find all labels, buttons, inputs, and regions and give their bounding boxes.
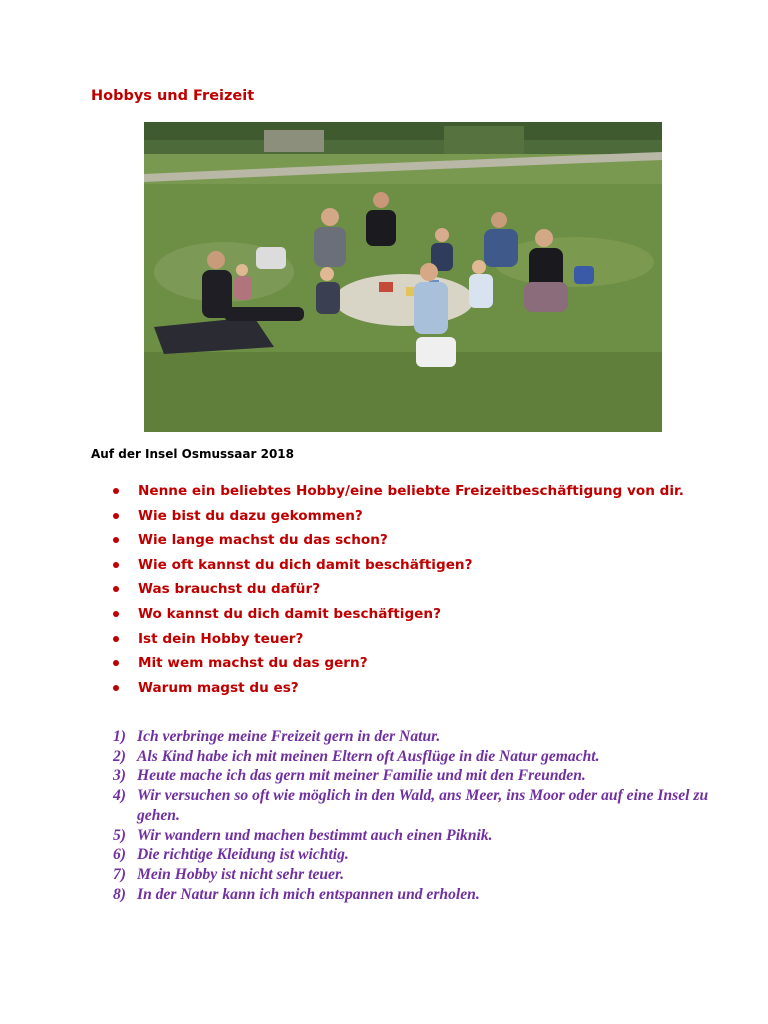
bullet-icon — [113, 513, 119, 519]
bullet-icon — [113, 660, 119, 666]
answer-item — [113, 747, 713, 767]
question-item — [113, 481, 684, 506]
answer-text: In der Natur kann ich mich entspannen und erholen. — [137, 885, 480, 903]
answer-number: 8) — [113, 885, 126, 903]
photo-caption: Auf der Insel Osmussaar 2018 — [91, 447, 294, 461]
answer-item — [113, 786, 713, 825]
bullet-icon — [113, 685, 119, 691]
bullet-icon — [113, 611, 119, 617]
bullet-icon — [113, 636, 119, 642]
question-text: Nenne ein beliebtes Hobby/eine beliebte Freizeitbeschäftigung von dir. — [138, 483, 684, 499]
question-text: Wo kannst du dich damit beschäftigen? — [138, 605, 441, 622]
answer-text: Ich verbringe meine Freizeit gern in der Natur. — [137, 728, 441, 745]
answer-text: Als Kind habe ich mit meinen Eltern oft Ausflüge in die Natur gemacht. — [137, 747, 600, 765]
answer-list — [113, 727, 713, 904]
question-text: Warum magst du es? — [138, 679, 299, 696]
question-item — [113, 653, 684, 678]
answer-item — [113, 727, 713, 747]
answer-item — [113, 845, 713, 865]
bullet-icon — [113, 586, 119, 592]
question-item — [113, 678, 684, 703]
question-item — [113, 555, 684, 580]
picnic-photo — [144, 122, 662, 432]
question-text: Mit wem machst du das gern? — [138, 655, 368, 672]
answer-number: 2) — [113, 747, 126, 765]
answer-text: Wir wandern und machen bestimmt auch einen Piknik. — [137, 826, 493, 844]
answer-number: 7) — [113, 865, 126, 883]
answer-number: 1) — [113, 728, 126, 745]
question-text: Ist dein Hobby teuer? — [138, 630, 304, 647]
answer-text: Wir versuchen so oft wie möglich in den Wald, ans Meer, ins Moor oder auf eine Insel zu gehen. — [137, 787, 709, 824]
question-text: Was brauchst du dafür? — [138, 581, 321, 598]
answer-number: 6) — [113, 846, 126, 864]
answer-text: Heute mache ich das gern mit meiner Familie und mit den Freunden. — [137, 767, 586, 785]
page-title: Hobbys und Freizeit — [91, 88, 255, 104]
answer-text: Mein Hobby ist nicht sehr teuer. — [137, 865, 345, 883]
answer-item — [113, 826, 713, 846]
answer-number: 5) — [113, 826, 126, 844]
answer-item — [113, 865, 713, 885]
bullet-icon — [113, 562, 119, 568]
question-text: Wie bist du dazu gekommen? — [138, 507, 363, 524]
question-item — [113, 530, 684, 555]
answer-item — [113, 885, 713, 905]
bullet-icon — [113, 488, 119, 494]
bullet-icon — [113, 537, 119, 543]
answer-number: 4) — [113, 787, 126, 805]
answer-item — [113, 766, 713, 786]
question-item — [113, 579, 684, 604]
answer-text: Die richtige Kleidung ist wichtig. — [137, 846, 349, 864]
question-text: Wie oft kannst du dich damit beschäftigen? — [138, 556, 473, 573]
question-item — [113, 506, 684, 531]
question-text: Wie lange machst du das schon? — [138, 532, 388, 549]
question-item — [113, 604, 684, 629]
question-list — [113, 481, 684, 702]
answer-number: 3) — [113, 767, 126, 785]
question-item — [113, 629, 684, 654]
